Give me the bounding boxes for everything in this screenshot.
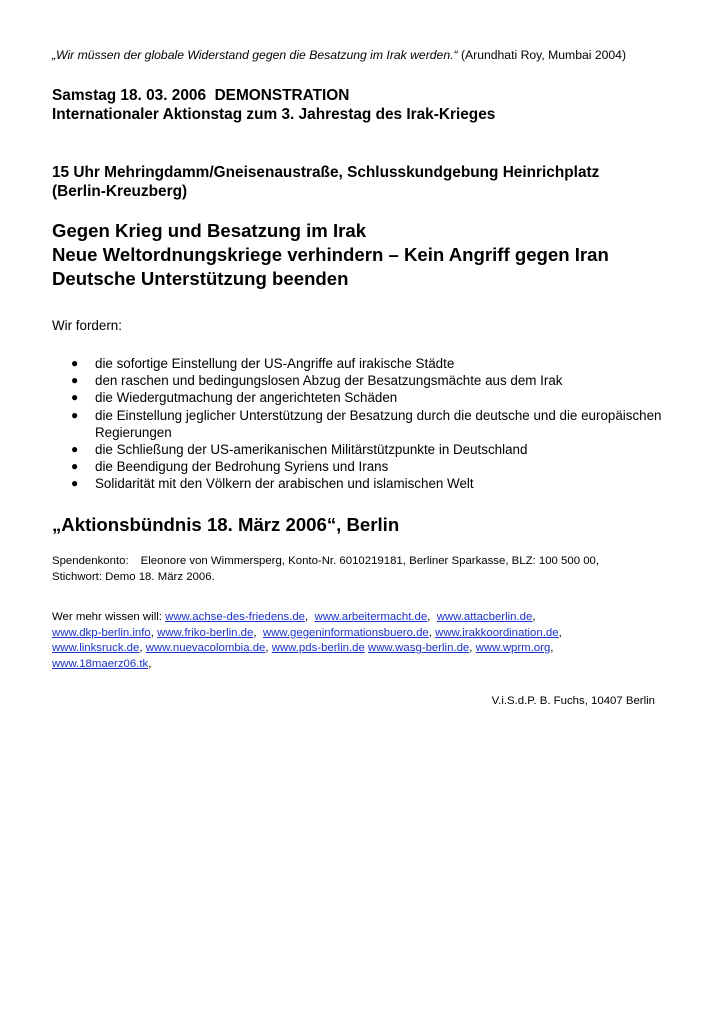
bullet-icon: ● (71, 407, 79, 422)
demand-text: die Schließung der US-amerikanischen Militärstützpunkte in Deutschland (95, 442, 528, 458)
opening-quote (52, 47, 672, 63)
link-friko-berlin[interactable]: www.friko-berlin.de (157, 626, 254, 639)
demand-item (52, 372, 672, 389)
link-irakkoordination[interactable]: www.irakkoordination.de (435, 626, 559, 639)
link-dkp-berlin[interactable]: www.dkp-berlin.info (52, 626, 151, 639)
headline-2: Neue Weltordnungskriege verhindern – Kein Angriff gegen Iran (52, 244, 609, 265)
demand-text: den raschen und bedingungslosen Abzug der Besatzungsmächte aus dem Irak (95, 373, 563, 389)
alliance-name: „Aktionsbündnis 18. März 2006“, Berlin (52, 514, 400, 535)
demand-item (52, 458, 672, 475)
bullet-icon: ● (71, 459, 79, 474)
bullet-icon: ● (71, 356, 79, 370)
headline-1: Gegen Krieg und Besatzung im Irak (52, 220, 367, 241)
link-wasg-berlin[interactable]: www.wasg-berlin.de (367, 642, 470, 655)
bullet-icon: ● (71, 373, 79, 388)
link-18maerz06[interactable]: www.18maerz06.tk (52, 657, 149, 670)
link-arbeitermacht[interactable]: www.arbeitermacht.de (314, 611, 428, 623)
imprint: V.i.S.d.P. B. Fuchs, 10407 Berlin (491, 695, 655, 707)
demand-item (52, 389, 672, 406)
demand-item (52, 407, 672, 441)
demand-text: die Beendigung der Bedrohung Syriens und Irans (95, 459, 389, 475)
demand-text: die sofortige Einstellung der US-Angriffe auf irakische Städte (95, 356, 455, 371)
donation-keyword: Stichwort: Demo 18. März 2006. (52, 570, 215, 583)
link-gegeninformationsbuero[interactable]: www.gegeninformationsbuero.de (262, 626, 429, 639)
quote-text: „Wir müssen der globale Widerstand gegen die Besatzung im Irak werden.“ (52, 48, 458, 62)
links-block: Wer mehr wissen will: www.achse-des-friedens.de, www.arbeitermacht.de, www.attacberlin.de, www.dkp-berlin.info, www.friko-berlin.de, www.gegeninformationsbuero.de, www.irakkoordination.de, www.linksruck.de, www.nuevacolombia.de, www.pds-berlin.de www.wasg-berlin.de, www.wprm.org, www.18maerz06.tk, (52, 611, 562, 670)
quote-attribution: (Arundhati Roy, Mumbai 2004) (460, 48, 627, 62)
donation-label: Spendenkonto: (52, 555, 129, 567)
headline-3: Deutsche Unterstützung beenden (52, 268, 349, 289)
donation-details: Eleonore von Wimmersperg, Konto-Nr. 6010219181, Berliner Sparkasse, BLZ: 100 500 00, (140, 555, 600, 567)
links-intro: Wer mehr wissen will: (52, 611, 162, 623)
event-route-line-1: 15 Uhr Mehringdamm/Gneisenaustraße, Schlusskundgebung Heinrichplatz (52, 164, 600, 181)
event-route-line-2: (Berlin-Kreuzberg) (52, 183, 188, 200)
demands-list (52, 355, 672, 493)
demand-text: die Einstellung jeglicher Unterstützung der Besatzung durch die deutsche und die europäischen Regierungen (95, 407, 662, 440)
link-nuevacolombia[interactable]: www.nuevacolombia.de (145, 642, 266, 655)
link-wprm[interactable]: www.wprm.org (475, 642, 551, 655)
bullet-icon: ● (71, 476, 79, 491)
bullet-icon: ● (71, 442, 79, 457)
event-date-line: Samstag 18. 03. 2006 DEMONSTRATION (52, 87, 350, 104)
link-attacberlin[interactable]: www.attacberlin.de (436, 611, 533, 623)
link-pds-berlin[interactable]: www.pds-berlin.de (271, 642, 365, 655)
donation-account (52, 554, 672, 585)
demand-item (52, 441, 672, 458)
demands-intro: Wir fordern: (52, 318, 122, 333)
demand-text: die Wiedergutmachung der angerichteten Schäden (95, 390, 398, 406)
bullet-icon: ● (71, 390, 79, 405)
link-linksruck[interactable]: www.linksruck.de (52, 642, 140, 655)
event-subtitle: Internationaler Aktionstag zum 3. Jahrestag des Irak-Krieges (52, 106, 496, 123)
demand-item (52, 355, 672, 372)
demand-item (52, 475, 672, 492)
demand-text: Solidarität mit den Völkern der arabischen und islamischen Welt (95, 476, 474, 492)
link-achse-des-friedens[interactable]: www.achse-des-friedens.de (165, 611, 306, 623)
